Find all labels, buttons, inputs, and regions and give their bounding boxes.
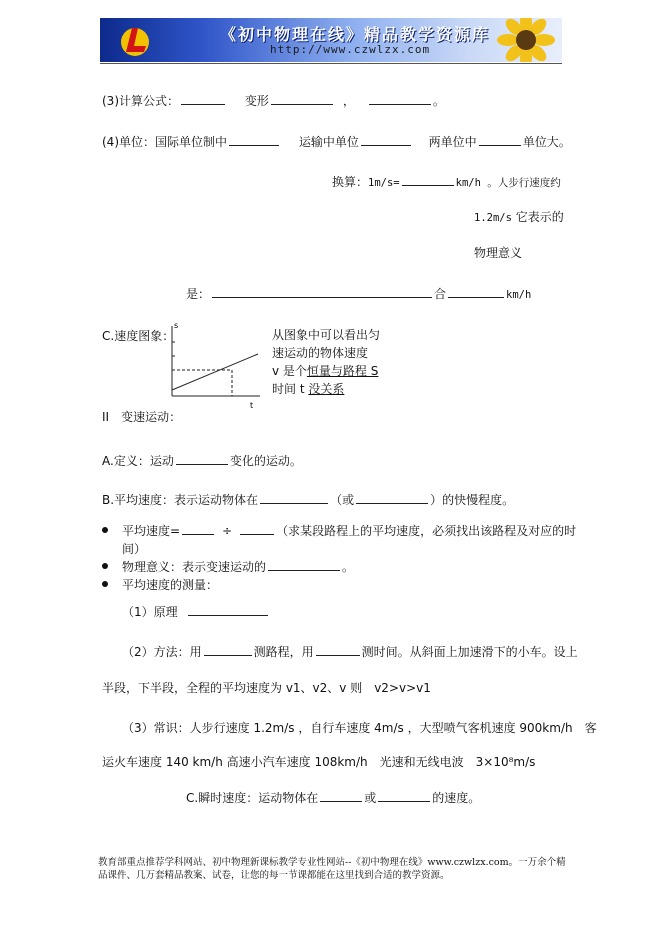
graph-desc-3u: 恒量与路程 S	[306, 364, 379, 378]
two-units-label: 两单位中	[428, 135, 477, 149]
bigger-label: 单位大。	[522, 135, 571, 149]
conversion-blank	[402, 173, 454, 186]
method-line	[122, 643, 578, 660]
header-divider	[100, 63, 562, 64]
method-end: 测时间。从斜面上加速滑下的小车。设上	[361, 645, 578, 659]
avg-or: （或	[330, 493, 355, 507]
avg-blank-1	[260, 491, 328, 504]
bullet-icon	[102, 563, 108, 569]
avg-formula-blank-2	[240, 522, 274, 535]
method-label: （2）方法：用	[122, 645, 202, 659]
he-blank	[448, 285, 504, 298]
he-label: 合	[434, 287, 447, 301]
method-blank-1	[204, 643, 252, 656]
variant-label: 变形	[244, 94, 269, 108]
graph-desc-3: v 是个	[272, 364, 307, 378]
conversion-label: 换算：	[332, 175, 369, 189]
instant-label: C.瞬时速度：运动物体在	[186, 791, 319, 805]
walking-speed-line	[474, 208, 564, 225]
instant-end: 的速度。	[432, 791, 481, 805]
principle-label: （1）原理	[122, 605, 178, 619]
avg-blank-2	[356, 491, 428, 504]
graph-description	[272, 326, 380, 398]
transport-label: 运输中单位	[298, 135, 359, 149]
method-blank-2	[316, 643, 360, 656]
transport-unit-blank	[361, 133, 411, 146]
graph-desc-4u: 没关系	[308, 382, 345, 396]
conversion-line	[332, 173, 561, 190]
definition-line	[102, 452, 302, 469]
header-url[interactable]: http://www.czwlzx.com	[270, 43, 431, 56]
physical-meaning: 物理意义	[474, 246, 523, 260]
page-footer: 教育部重点推荐学科网站、初中物理新课标教学专业性网站--《初中物理在线》www.czwlzx.com。一万余个精品课件、几万套精品教案、试卷，让您的每一节课都能在这里找到合适的教学资源。	[98, 857, 566, 881]
common-line-1: （3）常识：人步行速度 1.2m/s ，自行车速度 4m/s ，大型喷气客机速度 900km/h 客	[122, 721, 597, 735]
si-unit-blank	[229, 133, 279, 146]
formula-line	[102, 92, 445, 109]
def-label: A.定义：运动	[102, 454, 174, 468]
divide-sign: ÷	[222, 524, 233, 538]
comma: ，	[342, 94, 355, 108]
formula-label: (3)计算公式：	[102, 94, 179, 108]
meaning-bullet-end: 。	[342, 560, 355, 574]
sunflower-icon	[492, 18, 556, 62]
principle-line	[122, 603, 270, 620]
conversion-unit: 1m/s=	[368, 177, 400, 189]
unit-line	[102, 133, 571, 150]
avg-formula-label: 平均速度=	[122, 524, 181, 538]
meaning-bullet	[122, 558, 354, 575]
instant-blank-2	[378, 789, 430, 802]
line-end: 。	[432, 94, 445, 108]
method-line-2: 半段，下半段，全程的平均速度为 v1、v2、v 则 v2>v>v1	[102, 681, 431, 695]
meaning-blank	[212, 285, 432, 298]
avg-label: B.平均速度：表示运动物体在	[102, 493, 259, 507]
graph-desc-1: 从图象中可以看出匀	[272, 328, 381, 342]
avg-formula-note-2: 间）	[122, 542, 147, 556]
header-banner	[100, 18, 562, 62]
walking-speed-means: 它表示的	[515, 210, 564, 224]
formula-blank	[181, 92, 225, 105]
section-ii-heading: II 变速运动：	[102, 410, 182, 424]
bullet-icon	[102, 581, 108, 587]
principle-blank	[188, 603, 268, 616]
unit-label: (4)单位：国际单位制中	[102, 135, 227, 149]
graph-desc-4: 时间 t	[272, 382, 309, 396]
graph-t-label: t	[250, 401, 254, 410]
variant-blank-1	[271, 92, 333, 105]
header-title: 《初中物理在线》精品教学资源库	[220, 25, 491, 44]
method-mid: 测路程，用	[253, 645, 314, 659]
avg-speed-line	[102, 491, 514, 508]
avg-formula-blank-1	[182, 522, 214, 535]
site-logo-icon	[118, 22, 152, 58]
measurement-heading: 平均速度的测量：	[122, 578, 219, 592]
variant-blank-2	[369, 92, 431, 105]
graph-s-label: s	[174, 321, 179, 330]
graph-label: C.速度图象：	[102, 329, 175, 343]
conversion-kmh: km/h 。人步行速度约	[455, 177, 561, 189]
meaning-bullet-blank	[268, 558, 340, 571]
common-line-2: 运火车速度 140 km/h 高速小汽车速度 108km/h 光速和无线电波 3×10⁸m/s	[102, 755, 536, 769]
bullet-icon	[102, 527, 108, 533]
graph-desc-2: 速运动的物体速度	[272, 346, 369, 360]
meaning-line	[186, 285, 531, 302]
kmh-label: km/h	[506, 289, 532, 301]
instant-blank-1	[320, 789, 362, 802]
graph-line	[172, 354, 258, 390]
velocity-graph	[160, 318, 265, 410]
meaning-bullet-label: 物理意义：表示变速运动的	[122, 560, 267, 574]
instant-speed-line	[186, 789, 480, 806]
instant-or: 或	[364, 791, 377, 805]
avg-end: ）的快慢程度。	[430, 493, 515, 507]
is-label: 是：	[186, 287, 211, 301]
walking-speed-value: 1.2m/s	[474, 212, 512, 224]
bigger-unit-blank	[479, 133, 521, 146]
def-end: 变化的运动。	[229, 454, 302, 468]
def-blank	[176, 452, 228, 465]
avg-formula-line	[122, 522, 576, 539]
avg-formula-note: （求某段路程上的平均速度，必须找出该路程及对应的时	[276, 524, 577, 538]
